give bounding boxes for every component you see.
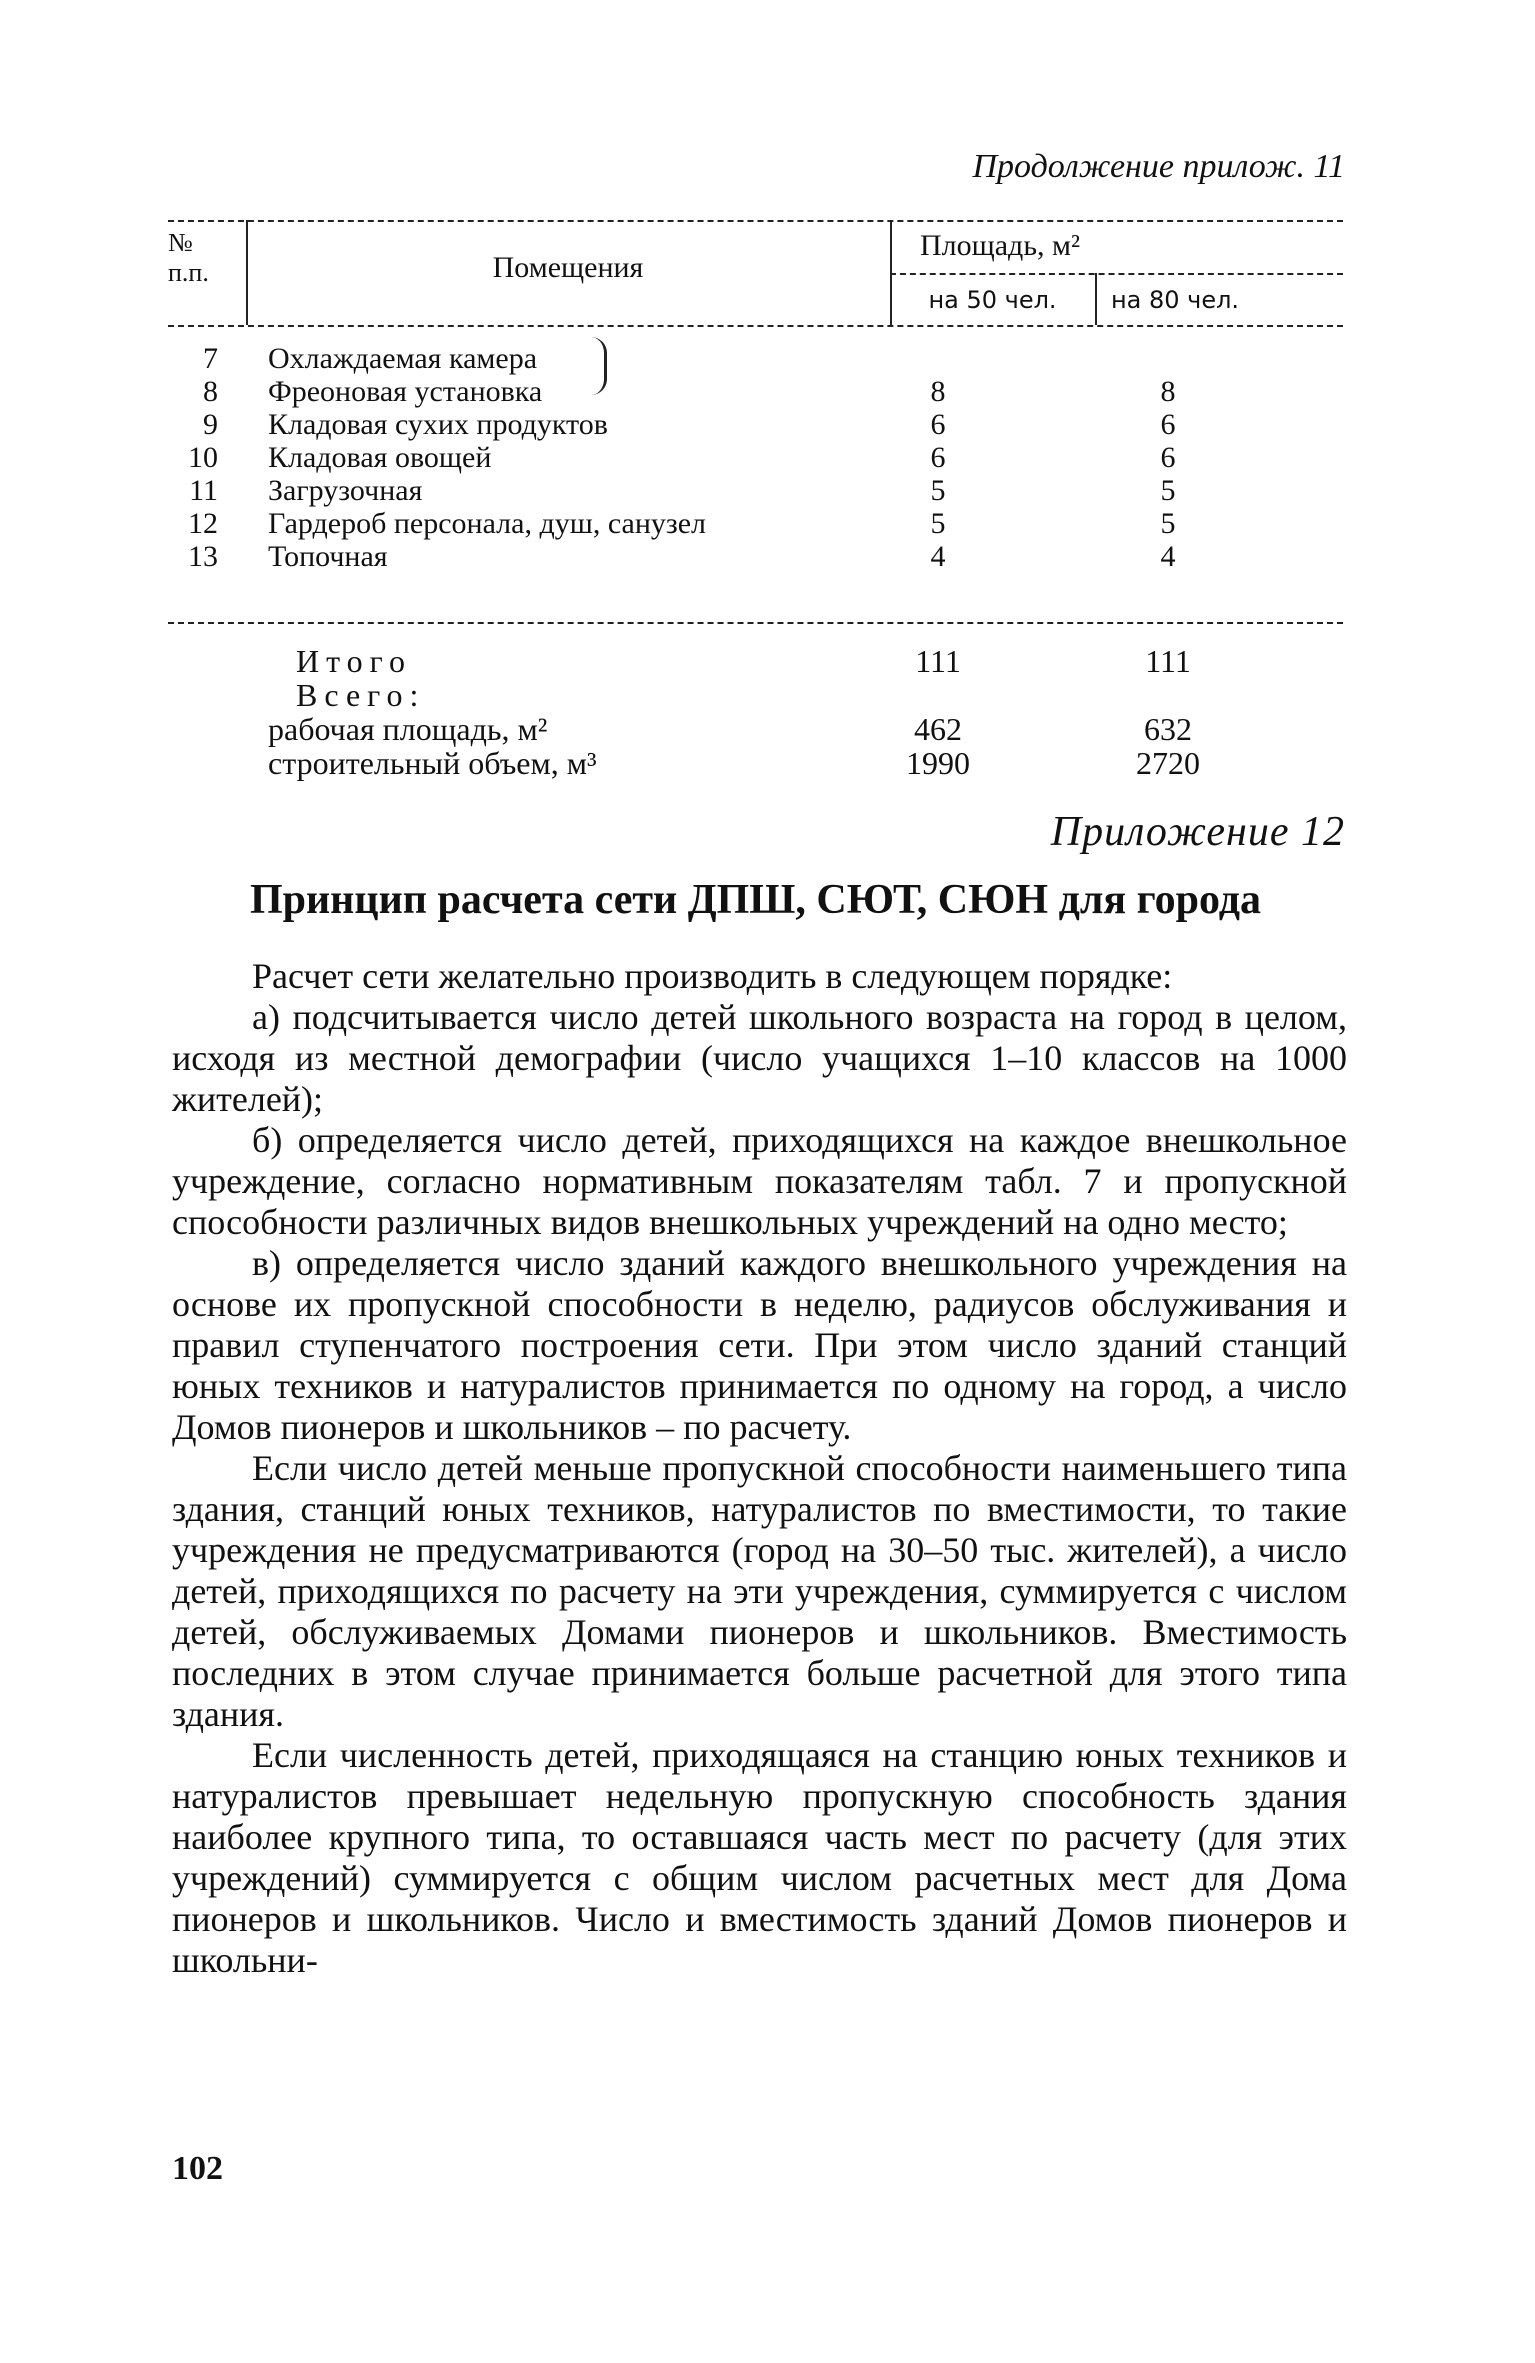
table-row	[168, 408, 1343, 441]
row-num: 9	[203, 408, 218, 441]
rooms-area-table	[168, 200, 1343, 800]
row-name: Кладовая овощей	[268, 441, 492, 474]
volume-80: 2720	[1136, 745, 1200, 781]
header-50-people: на 50 чел.	[928, 286, 1057, 314]
row-v50: 6	[930, 441, 946, 474]
row-v50: 5	[930, 474, 946, 507]
row-v80: 5	[1160, 507, 1176, 540]
totals-rule	[168, 622, 1343, 624]
grouping-brace	[590, 337, 607, 395]
totals-volume-row	[168, 746, 1343, 780]
row-num: 13	[188, 540, 218, 573]
table-row	[168, 342, 1343, 375]
table-top-rule	[168, 220, 1343, 222]
page-number: 102	[172, 2150, 223, 2187]
row-num: 10	[188, 441, 218, 474]
row-v80: 8	[1160, 375, 1176, 408]
work-area-80: 632	[1144, 711, 1192, 747]
table-row	[168, 474, 1343, 507]
work-area-50: 462	[914, 711, 962, 747]
header-num: № п.п.	[168, 228, 209, 287]
itogo-50: 111	[915, 643, 961, 679]
paragraph: Если число детей меньше пропускной способности наименьшего типа здания, станций юных техников, натуралистов по вместимости, то такие учреждения не предусматриваются (город на 30–50 тыс. жителей), а число детей, приходящихся по расчету на эти учреждения, суммируется с числом детей, обслуживаемых Домами пионеров и школьников. Вместимость последних в этом случае принимается больше расчетной для этого типа здания.	[172, 1448, 1347, 1734]
row-v50: 8	[930, 375, 946, 408]
table-row	[168, 540, 1343, 573]
header-area: Площадь, м²	[920, 229, 1080, 262]
paragraph: б) определяется число детей, приходящихся на каждое внешкольное учреждение, согласно нормативным показателям табл. 7 и пропускной способности различных видов внешкольных учреждений на одно место;	[172, 1120, 1347, 1242]
totals-work-area-row	[168, 712, 1343, 746]
row-v50: 4	[930, 540, 946, 573]
itogo-80: 111	[1145, 643, 1191, 679]
vsego-label: Всего:	[296, 677, 426, 713]
body-text	[172, 956, 1347, 1981]
section-title: Принцип расчета сети ДПШ, СЮТ, СЮН для города	[249, 877, 1262, 923]
header-rooms: Помещения	[492, 251, 644, 284]
row-num: 12	[188, 507, 218, 540]
table-row	[168, 441, 1343, 474]
row-v80: 6	[1160, 408, 1176, 441]
row-name: Фреоновая установка	[268, 375, 543, 408]
row-name: Охлаждаемая камера	[268, 342, 538, 375]
row-num: 11	[189, 474, 218, 507]
paragraph: Расчет сети желательно производить в следующем порядке:	[252, 956, 1173, 996]
appendix-label: Приложение 12	[1050, 809, 1345, 855]
row-v80: 5	[1160, 474, 1176, 507]
row-v80: 6	[1160, 441, 1176, 474]
table-row	[168, 375, 1343, 408]
row-v50: 6	[930, 408, 946, 441]
totals-vsego-row	[168, 678, 1343, 712]
subheader-rule	[890, 273, 1343, 275]
row-name: Гардероб персонала, душ, санузел	[268, 507, 707, 540]
row-num: 8	[203, 375, 218, 408]
volume-50: 1990	[906, 745, 970, 781]
row-num: 7	[203, 342, 218, 375]
row-v80: 4	[1160, 540, 1176, 573]
paragraph: в) определяется число зданий каждого внешкольного учреждения на основе их пропускной способности в неделю, радиусов обслуживания и правил ступенчатого построения сети. При этом число зданий станций юных техников и натуралистов принимается по одному на город, а число Домов пионеров и школьников – по расчету.	[172, 1243, 1347, 1447]
row-v50: 5	[930, 507, 946, 540]
table-row	[168, 507, 1343, 540]
itogo-label: Итого	[296, 643, 412, 679]
row-name: Кладовая сухих продуктов	[268, 408, 608, 441]
paragraph: Если численность детей, приходящаяся на станцию юных техников и натуралистов превышает недельную пропускную способность здания наиболее крупного типа, то оставшаяся часть мест по расчету (для этих учреждений) суммируется с общим числом расчетных мест для Дома пионеров и школьников. Число и вместимость зданий Домов пионеров и школьни-	[172, 1735, 1347, 1980]
header-80-people: на 80 чел.	[1110, 286, 1240, 314]
row-name: Загрузочная	[268, 474, 423, 507]
header-bottom-rule	[168, 325, 1343, 327]
volume-label: строительный объем, м³	[268, 745, 597, 781]
row-name: Топочная	[268, 540, 388, 573]
totals-itogo-row	[168, 644, 1343, 678]
work-area-label: рабочая площадь, м²	[268, 711, 548, 747]
paragraph: а) подсчитывается число детей школьного возраста на город в целом, исходя из местной демографии (число учащихся 1–10 классов на 1000 жителей);	[172, 997, 1347, 1119]
continuation-label: Продолжение прилож. 11	[972, 148, 1345, 185]
